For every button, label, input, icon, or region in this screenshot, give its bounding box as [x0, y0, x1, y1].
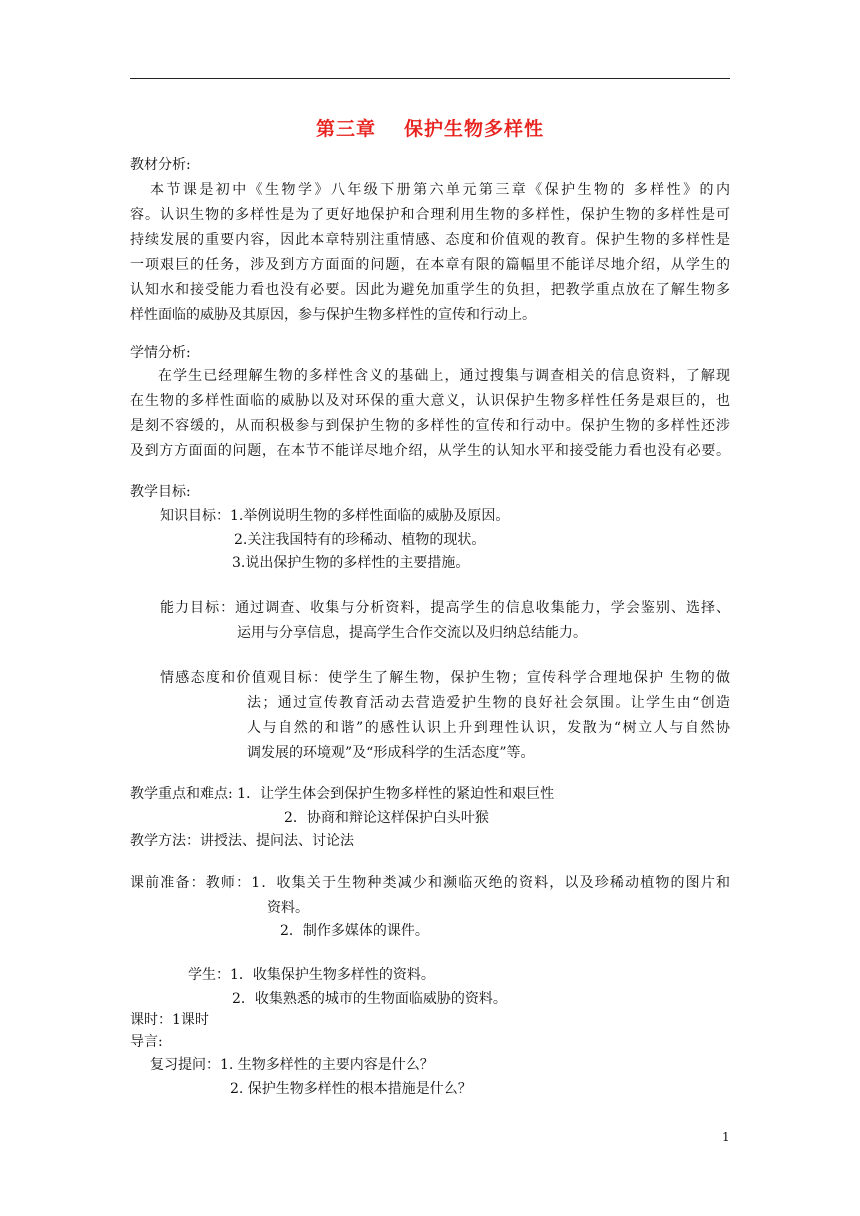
title-chapter: 第三章 [315, 118, 376, 140]
intro-question: 复习提问：1. 生物多样性的主要内容是什么？ [150, 1057, 434, 1073]
analysis-line: 容。认识生物的多样性是为了更好地保护和合理利用生物的多样性，保护生物的多样性是可 [130, 207, 730, 223]
situation-line: 及到方方面面的问题，在本节不能详尽地介绍，从学生的认知水平和接受能力看也没有必要。 [130, 443, 730, 459]
situation-line: 在生物的多样性面临的威胁以及对环保的重大意义，认识保护生物多样性任务是艰巨的，也 [130, 393, 730, 409]
ability-goal: 能力目标：通过调查、收集与分析资料，提高学生的信息收集能力，学会鉴别、选择、 [160, 600, 730, 616]
analysis-heading: 教材分析: [130, 157, 191, 173]
knowledge-goal: 3.说出保护生物的多样性的主要措施。 [232, 555, 470, 571]
analysis-line: 本节课是初中《生物学》八年级下册第六单元第三章《保护生物的 多样性》的内 [150, 182, 730, 198]
prep-teacher: 资料。 [267, 900, 309, 916]
prep-student: 学生：1．收集保护生物多样性的资料。 [188, 967, 435, 983]
prep-teacher: 课前准备：教师：1．收集关于生物种类减少和濒临灭绝的资料，以及珍稀动植物的图片和 [130, 875, 730, 891]
emotion-goal: 情感态度和价值观目标：使学生了解生物，保护生物；宣传科学合理地保护 生物的做 [160, 670, 730, 686]
emotion-goal: 法；通过宣传教育活动去营造爱护生物的良好社会氛围。让学生由“创造 [247, 695, 730, 711]
page-title [0, 114, 860, 141]
title-name: 保护生物多样性 [404, 118, 545, 140]
prep-student: 2．收集熟悉的城市的生物面临威胁的资料。 [232, 991, 507, 1007]
knowledge-goal: 知识目标：1.举例说明生物的多样性面临的威胁及原因。 [160, 508, 510, 524]
keypoints-line: 2．协商和辩论这样保护白头叶猴 [284, 810, 489, 826]
ability-goal: 运用与分享信息，提高学生合作交流以及归纳总结能力。 [237, 625, 587, 641]
prep-teacher: 2．制作多媒体的课件。 [280, 923, 429, 939]
teaching-methods: 教学方法：讲授法、提问法、讨论法 [130, 833, 354, 849]
knowledge-goal: 2.关注我国特有的珍稀动、植物的现状。 [234, 532, 486, 548]
class-hours: 课时：1课时 [130, 1012, 209, 1028]
analysis-line: 认知水和接受能力看也没有必要。因此为避免加重学生的负担，把教学重点放在了解生物多 [130, 282, 730, 298]
goals-heading: 教学目标: [130, 484, 191, 500]
header-rule [130, 78, 730, 79]
intro-heading: 导言: [130, 1034, 163, 1050]
situation-line: 在学生已经理解生物的多样性含义的基础上，通过搜集与调查相关的信息资料，了解现 [158, 368, 730, 384]
situation-heading: 学情分析: [130, 345, 191, 361]
keypoints-line: 教学重点和难点: 1．让学生体会到保护生物多样性的紧迫性和艰巨性 [130, 786, 555, 802]
intro-question: 2. 保护生物多样性的根本措施是什么？ [230, 1081, 472, 1097]
emotion-goal: 人与自然的和谐”的感性认识上升到理性认识，发散为“树立人与自然协 [247, 720, 730, 736]
emotion-goal: 调发展的环境观”及“形成科学的生活态度”等。 [247, 745, 535, 761]
page-number: 1 [722, 1130, 730, 1144]
analysis-line: 样性面临的威胁及其原因，参与保护生物多样性的宣传和行动上。 [130, 307, 536, 323]
analysis-line: 持续发展的重要内容，因此本章特别注重情感、态度和价值观的教育。保护生物的多样性是 [130, 232, 730, 248]
situation-line: 是刻不容缓的，从而积极参与到保护生物的多样性的宣传和行动中。保护生物的多样性还涉 [130, 418, 730, 434]
analysis-line: 一项艰巨的任务，涉及到方方面面的问题，在本章有限的篇幅里不能详尽地介绍，从学生的 [130, 257, 730, 273]
